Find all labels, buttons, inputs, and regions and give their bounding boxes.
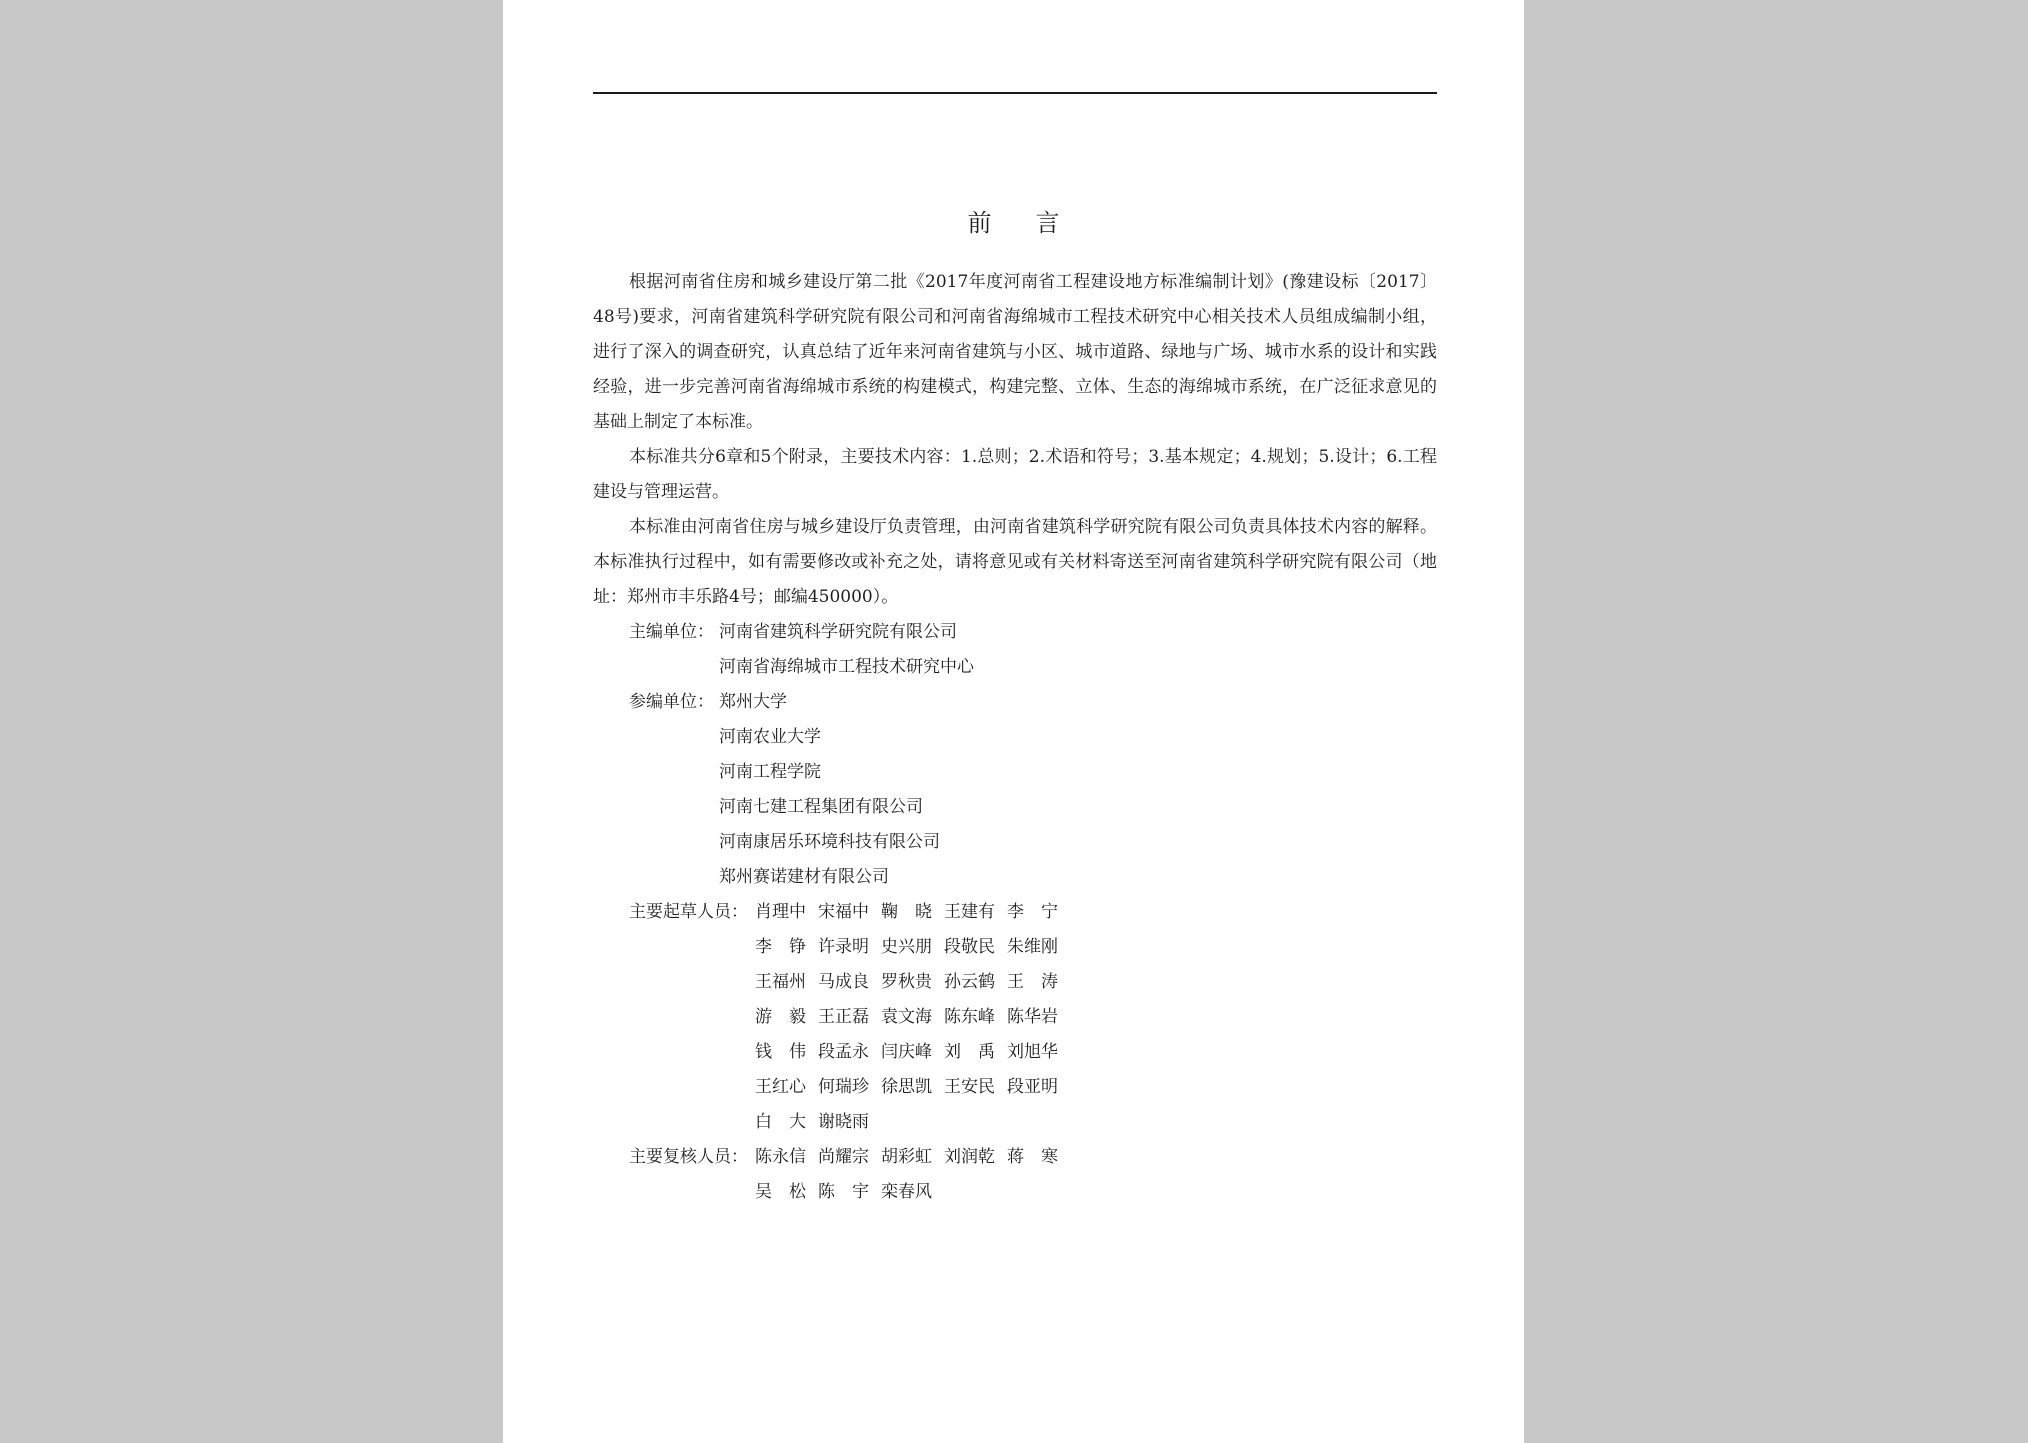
drafter-name: 许录明 — [818, 937, 869, 957]
drafter-name: 王福州 — [755, 972, 806, 992]
participating-unit-row — [593, 755, 1437, 790]
drafter-name: 谢晓雨 — [818, 1112, 869, 1132]
drafter-name: 白 大 — [755, 1112, 806, 1132]
drafter-row — [593, 895, 1437, 930]
drafter-row — [593, 1105, 1437, 1140]
chief-unit-name: 河南省海绵城市工程技术研究中心 — [719, 657, 974, 677]
reviewer-row — [593, 1175, 1437, 1210]
drafter-name: 宋福中 — [818, 902, 869, 922]
drafter-name: 李 宁 — [1007, 902, 1058, 922]
header-rule — [593, 92, 1437, 94]
paragraph-1: 根据河南省住房和城乡建设厅第二批《2017年度河南省工程建设地方标准编制计划》(豫建设标〔2017〕48号)要求，河南省建筑科学研究院有限公司和河南省海绵城市工程技术研究中心相关技术人员组成编制小组，进行了深入的调查研究，认真总结了近年来河南省建筑与小区、城市道路、绿地与广场、城市水系的设计和实践经验，进一步完善河南省海绵城市系统的构建模式，构建完整、立体、生态的海绵城市系统，在广泛征求意见的基础上制定了本标准。 — [593, 272, 1437, 432]
drafter-name: 段亚明 — [1007, 1077, 1058, 1097]
drafter-name: 朱维刚 — [1007, 937, 1058, 957]
participating-unit-name: 河南七建工程集团有限公司 — [719, 797, 923, 817]
page-title: 前言 — [967, 209, 1104, 237]
drafter-name: 史兴朋 — [881, 937, 932, 957]
drafters-block — [593, 895, 1437, 1140]
document-body — [593, 265, 1437, 1210]
reviewer-name: 栾春风 — [881, 1182, 932, 1202]
drafters-label: 主要起草人员： — [629, 902, 748, 922]
drafter-name: 李 铮 — [755, 937, 806, 957]
drafter-name: 闫庆峰 — [881, 1042, 932, 1062]
participating-unit-row — [593, 860, 1437, 895]
reviewer-name: 陈 宇 — [818, 1182, 869, 1202]
drafter-row — [593, 965, 1437, 1000]
chief-unit-row — [593, 650, 1437, 685]
drafter-name: 马成良 — [818, 972, 869, 992]
drafter-name: 鞠 晓 — [881, 902, 932, 922]
participating-unit-row — [593, 825, 1437, 860]
reviewer-name: 蒋 寒 — [1007, 1147, 1058, 1167]
drafter-row — [593, 930, 1437, 965]
participating-unit-name: 河南工程学院 — [719, 762, 821, 782]
drafter-name: 王安民 — [944, 1077, 995, 1097]
reviewers-label: 主要复核人员： — [629, 1147, 748, 1167]
drafter-name: 肖理中 — [755, 902, 806, 922]
drafter-name: 王红心 — [755, 1077, 806, 1097]
drafter-name: 刘 禹 — [944, 1042, 995, 1062]
drafter-name: 游 毅 — [755, 1007, 806, 1027]
reviewer-name: 陈永信 — [755, 1147, 806, 1167]
participating-unit-row — [593, 790, 1437, 825]
drafter-name: 何瑞珍 — [818, 1077, 869, 1097]
participating-unit-name: 郑州赛诺建材有限公司 — [719, 867, 889, 887]
reviewer-name: 吴 松 — [755, 1182, 806, 1202]
drafter-name: 陈东峰 — [944, 1007, 995, 1027]
drafter-name: 罗秋贵 — [881, 972, 932, 992]
participating-unit-name: 河南农业大学 — [719, 727, 821, 747]
participating-unit-row — [593, 685, 1437, 720]
reviewer-name: 尚耀宗 — [818, 1147, 869, 1167]
paragraph-2: 本标准共分6章和5个附录，主要技术内容：1.总则；2.术语和符号；3.基本规定；4.规划；5.设计；6.工程建设与管理运营。 — [593, 447, 1437, 502]
chief-units-block — [593, 615, 1437, 685]
drafter-name: 陈华岩 — [1007, 1007, 1058, 1027]
participating-unit-row — [593, 720, 1437, 755]
participating-units-label: 参编单位： — [629, 692, 714, 712]
drafter-name: 王建有 — [944, 902, 995, 922]
reviewer-name: 胡彩虹 — [881, 1147, 932, 1167]
chief-unit-name: 河南省建筑科学研究院有限公司 — [719, 622, 957, 642]
drafter-row — [593, 1000, 1437, 1035]
document-page — [503, 0, 1524, 1443]
paragraph-3: 本标准由河南省住房与城乡建设厅负责管理，由河南省建筑科学研究院有限公司负责具体技术内容的解释。本标准执行过程中，如有需要修改或补充之处，请将意见或有关材料寄送至河南省建筑科学研究院有限公司（地址：郑州市丰乐路4号；邮编450000）。 — [593, 517, 1437, 607]
drafter-name: 王 涛 — [1007, 972, 1058, 992]
chief-units-label: 主编单位： — [629, 622, 714, 642]
participating-units-block — [593, 685, 1437, 895]
drafter-name: 孙云鹤 — [944, 972, 995, 992]
drafter-name: 刘旭华 — [1007, 1042, 1058, 1062]
participating-unit-name: 河南康居乐环境科技有限公司 — [719, 832, 940, 852]
drafter-row — [593, 1070, 1437, 1105]
chief-unit-row — [593, 615, 1437, 650]
reviewer-row — [593, 1140, 1437, 1175]
drafter-row — [593, 1035, 1437, 1070]
drafter-name: 钱 伟 — [755, 1042, 806, 1062]
drafter-name: 王正磊 — [818, 1007, 869, 1027]
drafter-name: 徐思凯 — [881, 1077, 932, 1097]
participating-unit-name: 郑州大学 — [719, 692, 787, 712]
reviewers-block — [593, 1140, 1437, 1210]
drafter-name: 段敬民 — [944, 937, 995, 957]
reviewer-name: 刘润乾 — [944, 1147, 995, 1167]
drafter-name: 袁文海 — [881, 1007, 932, 1027]
drafter-name: 段孟永 — [818, 1042, 869, 1062]
